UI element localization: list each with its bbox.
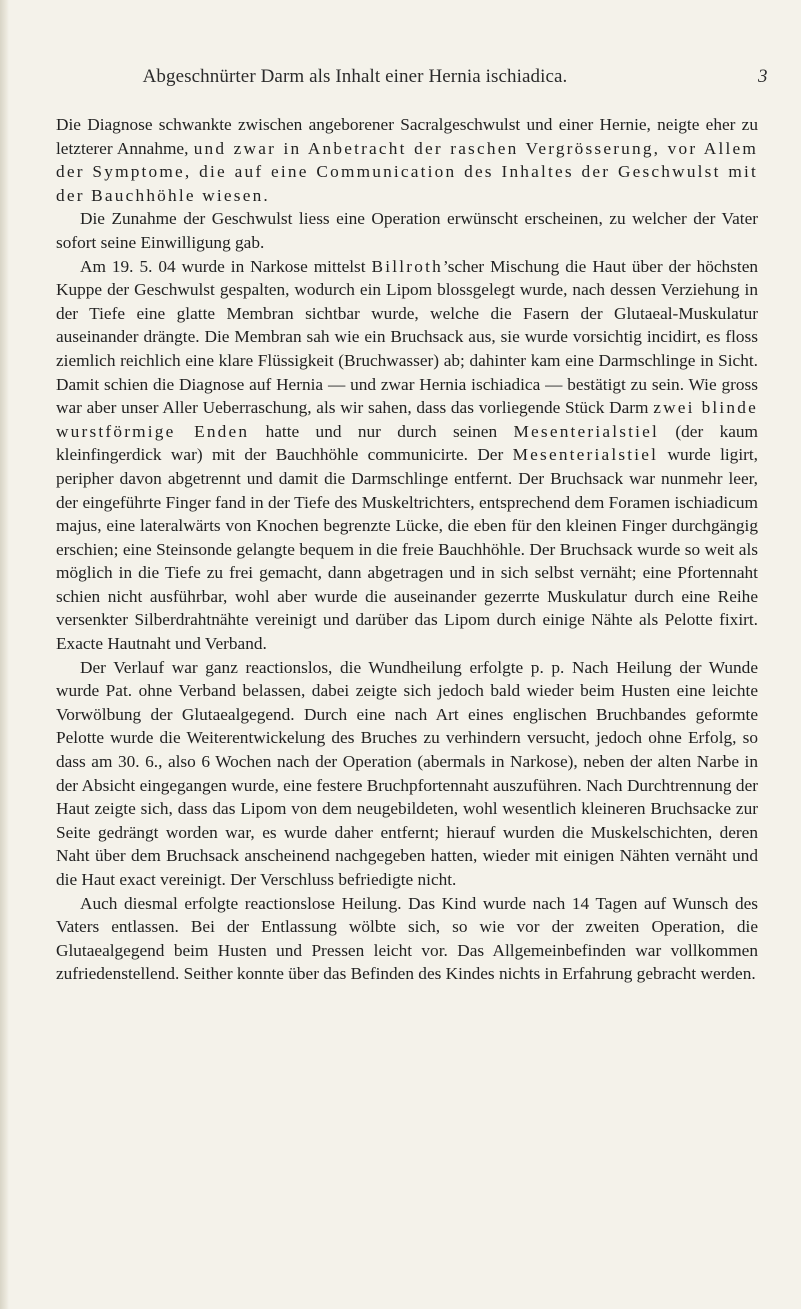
text-run: Die Zunahme der Geschwulst liess eine Operation erwünscht erscheinen, zu welcher der Vater sofort seine Einwilligung gab. bbox=[56, 209, 758, 252]
spaced-text-run: Mesenterialstiel bbox=[513, 421, 660, 441]
page-number: 3 bbox=[758, 66, 768, 87]
spaced-text-run: zwei blinde wurstförmige Enden bbox=[56, 398, 758, 441]
text-run: wurde ligirt, peripher davon abgetrennt und damit die Darmschlinge entfernt. Der Bruchsack war nunmehr leer, der eingeführte Finger fand in der Tiefe des Muskeltrichters, entsprechend dem Foramen ischiadicum majus, eine lateralwärts von Knochen begrenzte Lücke, die eben für den kleinen Finger durchgängig erschien; eine Steinsonde gelangte bequem in die freie Bauchhöhle. Der Bruchsack wurde so weit als möglich in die Tiefe zu frei gemacht, dann abgetragen und in sich selbst vernäht; eine Pfortennaht schien nicht ausführbar, wohl aber wurde die auseinander gezerrte Muskulatur durch eine Reihe versenkter Silberdrahtnähte vereinigt und darüber das Lipom durch einige Nähte als Pelotte fixirt. Exacte Hautnaht und Verband. bbox=[56, 445, 758, 654]
text-run: Die Diagnose schwankte zwischen angeborener Sacralgeschwulst und einer Hernie, neigte eher zu letzterer Annahme, bbox=[56, 115, 758, 158]
spaced-text-run: Billroth bbox=[371, 256, 443, 276]
body-text bbox=[56, 113, 758, 986]
text-run: Am 19. 5. 04 wurde in Narkose mittelst bbox=[80, 256, 372, 276]
paragraph-2 bbox=[56, 207, 758, 254]
text-run: Auch diesmal erfolgte reactionslose Heilung. Das Kind wurde nach 14 Tagen auf Wunsch des Vaters entlassen. Bei der Entlassung wölbte sich, so wie vor der zweiten Operation, die Glutaealgegend beim Husten und Pressen leicht vor. Das Allgemeinbefinden war vollkommen zufriedenstellend. Seither konnte über das Befinden des Kindes nichts in Erfahrung gebracht werden. bbox=[56, 893, 758, 984]
running-title: Abgeschnürter Darm als Inhalt einer Hernia ischiadica. bbox=[142, 66, 568, 87]
paragraph-1 bbox=[56, 113, 758, 207]
paragraph-4 bbox=[56, 656, 758, 892]
text-run: hatte und nur durch seinen bbox=[249, 421, 514, 441]
spaced-text-run: und zwar in Anbetracht der raschen Vergrösserung, vor Allem der Symptome, die auf eine Communication des Inhaltes der Geschwulst mit der Bauchhöhle wiesen. bbox=[56, 138, 758, 205]
spaced-text-run: Mesenterialstiel bbox=[512, 445, 659, 465]
page-binding-edge bbox=[0, 0, 9, 1309]
paragraph-3 bbox=[56, 255, 758, 656]
paragraph-5 bbox=[56, 892, 758, 986]
text-run: (der kaum kleinfingerdick war) mit der Bauchhöhle communicirte. Der bbox=[56, 421, 758, 465]
text-run: ’scher Mischung die Haut über der höchsten Kuppe der Geschwulst gespalten, wodurch ein Lipom blossgelegt wurde, nach dessen Verziehung in der Tiefe eine glatte Membran sichtbar wurde, welche die Fasern der Glutaeal-Muskulatur auseinander drängte. Die Membran sah wie ein Bruchsack aus, sie wurde vorsichtig incidirt, es floss ziemlich reichlich eine klare Flüssigkeit (Bruchwasser) ab; dahinter kam eine Darmschlinge in Sicht. Damit schien die Diagnose auf Hernia — und zwar Hernia ischiadica — bestätigt zu sein. Wie gross war aber unser Aller Ueberraschung, als wir sahen, dass das vorliegende Stück Darm bbox=[56, 256, 759, 418]
text-run: Der Verlauf war ganz reactionslos, die Wundheilung erfolgte p. p. Nach Heilung der Wunde wurde Pat. ohne Verband belassen, dabei zeigte sich jedoch bald wieder beim Husten eine leichte Vorwölbung der Glutaealgegend. Durch eine nach Art eines englischen Bruchbandes geformte Pelotte wurde die Weiterentwickelung des Bruches zu verhindern versucht, jedoch ohne Erfolg, so dass am 30. 6., also 6 Wochen nach der Operation (abermals in Narkose), neben der alten Narbe in der Absicht eingegangen wurde, eine festere Bruchpfortennaht auszuführen. Nach Durchtrennung der Haut zeigte sich, dass das Lipom von dem neugebildeten, wohl wesentlich kleineren Bruchsacke zur Seite gedrängt worden war, es wurde daher entfernt; hierauf wurden die Muskelschichten, deren Naht über dem Bruchsack anscheinend nachgegeben hatten, wieder mit einigen Nähten vernäht und die Haut exact vereinigt. Der Verschluss befriedigte nicht. bbox=[56, 657, 758, 889]
